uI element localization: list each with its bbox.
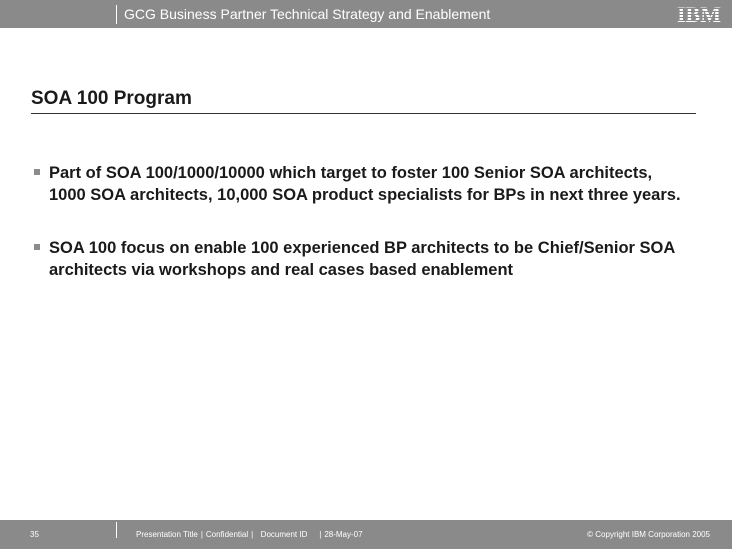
header-divider bbox=[116, 5, 117, 24]
bullet-item bbox=[33, 237, 693, 281]
presentation-title: Presentation Title bbox=[136, 530, 198, 539]
ibm-logo-text: IBM bbox=[677, 3, 721, 25]
footer-bar bbox=[0, 520, 732, 549]
footer-separator: | bbox=[319, 530, 322, 539]
footer-date: 28-May-07 bbox=[324, 530, 363, 539]
footer-divider bbox=[116, 522, 117, 538]
bullet-text: SOA 100 focus on enable 100 experienced BP architects to be Chief/Senior SOA architects via workshops and real cases based enablement bbox=[49, 239, 675, 279]
square-bullet-icon bbox=[34, 244, 40, 250]
footer-meta bbox=[136, 530, 363, 540]
title-rule bbox=[31, 113, 696, 114]
footer-separator: | bbox=[251, 530, 254, 539]
bullet-text: Part of SOA 100/1000/10000 which target to foster 100 Senior SOA architects, 1000 SOA architects, 10,000 SOA product specialists for BPs in next three years. bbox=[49, 164, 681, 204]
copyright-notice: © Copyright IBM Corporation 2005 bbox=[587, 530, 710, 539]
bullet-list bbox=[33, 162, 693, 312]
ibm-logo-icon bbox=[672, 3, 726, 25]
square-bullet-icon bbox=[34, 169, 40, 175]
slide-title: SOA 100 Program bbox=[31, 88, 192, 109]
document-id: Document ID bbox=[260, 530, 308, 539]
footer-separator: | bbox=[200, 530, 203, 539]
confidential-label: Confidential bbox=[205, 530, 249, 539]
page-number: 35 bbox=[30, 530, 39, 539]
bullet-item bbox=[33, 162, 693, 206]
header-title: GCG Business Partner Technical Strategy and Enablement bbox=[124, 6, 491, 22]
header-bar bbox=[0, 0, 732, 28]
